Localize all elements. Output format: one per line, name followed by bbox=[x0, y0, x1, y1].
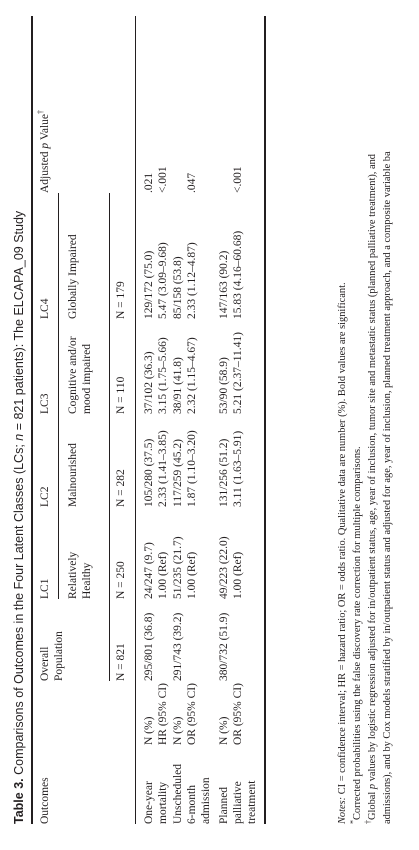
lc4-name: Globally Impaired bbox=[67, 234, 79, 319]
lc-spanner-rule bbox=[58, 193, 59, 599]
cell-lc2: 105/280 (37.5) bbox=[143, 438, 155, 507]
cell-overall: 291/743 (39.2) bbox=[172, 612, 184, 681]
cell-overall: 380/732 (51.9) bbox=[218, 612, 230, 681]
cell-lc4: 2.33 (1.12–4.87) bbox=[186, 242, 198, 319]
table-number: Table 3. bbox=[12, 778, 26, 824]
cell-p: <.001 bbox=[157, 166, 169, 193]
row-measure: OR (95% CI) bbox=[232, 683, 244, 745]
n-overall: N = 821 bbox=[115, 643, 127, 681]
header-adjusted-p-dagger: † bbox=[36, 109, 46, 114]
lc1-name: Relatively Healthy bbox=[67, 551, 93, 599]
caption-title-pre: Comparisons of Outcomes in the Four Latent Classes (LCs; bbox=[12, 440, 26, 779]
row-measure: OR (95% CI) bbox=[186, 683, 198, 745]
caption-title-post: = 821 patients): The ELCAPA_09 Study bbox=[12, 210, 26, 434]
cell-lc3: 38/91 (41.8) bbox=[172, 357, 184, 414]
cell-lc2: 3.11 (1.63–5.91) bbox=[232, 430, 244, 507]
header-lc4: LC4 bbox=[39, 298, 51, 319]
top-rule bbox=[31, 16, 33, 824]
cell-lc4: 5.47 (3.09–9.68) bbox=[157, 242, 169, 319]
header-lc3: LC3 bbox=[39, 393, 51, 414]
cell-lc4: 129/172 (75.0) bbox=[143, 250, 155, 319]
cell-lc2: 131/256 (51.2) bbox=[218, 438, 230, 507]
lc2-name: Malnourished bbox=[67, 443, 79, 507]
row-measure: HR (95% CI) bbox=[157, 683, 169, 745]
row-measure: N (%) bbox=[218, 716, 230, 745]
cell-lc3: 5.21 (2.37–11.41) bbox=[232, 332, 244, 414]
n-lc2: N = 282 bbox=[115, 469, 127, 507]
cell-lc2: 2.33 (1.41–3.85) bbox=[157, 430, 169, 507]
cell-p: <.001 bbox=[232, 166, 244, 193]
bottom-rule bbox=[264, 16, 266, 824]
row-measure: N (%) bbox=[143, 716, 155, 745]
cell-p: .021 bbox=[143, 172, 155, 193]
cell-lc3: 53/90 (58.9) bbox=[218, 357, 230, 414]
n-lc4: N = 179 bbox=[115, 281, 127, 319]
cell-overall: 295/801 (36.8) bbox=[143, 612, 155, 681]
cell-lc4: 15.83 (4.16–60.68) bbox=[232, 230, 244, 319]
cell-lc2: 117/259 (45.2) bbox=[172, 439, 184, 507]
n-lc1: N = 250 bbox=[115, 561, 127, 599]
cell-lc1: 24/247 (9.7) bbox=[143, 542, 155, 599]
row-outcome: Planned palliative treatment bbox=[218, 780, 258, 824]
cell-lc1: 51/235 (21.7) bbox=[172, 536, 184, 599]
notes-line3-pre: Global bbox=[367, 789, 378, 820]
header-outcomes: Outcomes bbox=[39, 777, 51, 824]
header-bottom-rule bbox=[135, 16, 136, 824]
n-lc3: N = 110 bbox=[115, 376, 127, 414]
table-caption bbox=[12, 211, 26, 824]
header-adjusted-p bbox=[38, 110, 52, 193]
cell-lc1: 1.00 (Ref) bbox=[186, 551, 198, 599]
cell-p: .047 bbox=[186, 172, 198, 193]
header-adjusted-p-italic: p bbox=[39, 142, 51, 149]
notes-line1: CI = confidence interval; HR = hazard ratio; OR = odds ratio. Qualitative data are number (%). Bold values are significant. bbox=[337, 282, 348, 797]
notes-line3-p: p bbox=[367, 783, 378, 790]
note-abbreviations bbox=[336, 282, 349, 824]
row-measure: N (%) bbox=[172, 716, 184, 745]
note-dagger: † bbox=[363, 820, 373, 824]
header-overall: Overall Population bbox=[39, 631, 65, 681]
note-asterisk: * bbox=[348, 820, 358, 824]
cell-lc3: 3.15 (1.75–5.66) bbox=[157, 337, 169, 414]
row-outcome: One-year mortality bbox=[143, 781, 169, 824]
notes-line3-post: values by logistic regression adjusted for in/outpatient status, age, year of inclusion, tumor site and metastatic status (planned palliative treatment), and bbox=[367, 153, 378, 784]
header-lc1: LC1 bbox=[39, 578, 51, 599]
cell-lc1: 1.00 (Ref) bbox=[232, 551, 244, 599]
caption-n: n bbox=[12, 433, 26, 441]
header-lc2: LC2 bbox=[39, 486, 51, 507]
n-rule bbox=[109, 193, 110, 681]
cell-lc3: 37/102 (36.3) bbox=[143, 351, 155, 414]
header-adjusted-p-pre: Adjusted bbox=[39, 148, 51, 193]
cell-lc3: 2.32 (1.15–4.67) bbox=[186, 337, 198, 414]
cell-lc2: 1.87 (1.10–3.20) bbox=[186, 430, 198, 507]
notes-line2: Corrected probabilities using the false discovery rate correction for multiple comparisons. bbox=[352, 446, 363, 820]
cell-lc1: 49/223 (22.0) bbox=[218, 536, 230, 599]
notes-label: Notes: bbox=[337, 796, 348, 824]
header-adjusted-p-post: Value bbox=[39, 113, 51, 143]
cell-lc4: 85/158 (53.8) bbox=[172, 256, 184, 319]
lc3-name: Cognitive and/or mood impaired bbox=[67, 336, 93, 414]
cell-lc4: 147/163 (90.2) bbox=[218, 250, 230, 319]
note-cox-models: admissions), and by Cox models stratified by in/outpatient status and adjusted for age, year of inclusion, planned treatment approach, and a composite variable ba bbox=[382, 151, 393, 824]
note-corrected bbox=[348, 446, 364, 824]
note-global-p bbox=[363, 153, 379, 824]
cell-lc1: 1.00 (Ref) bbox=[157, 551, 169, 599]
row-outcome: Unscheduled 6-month admission bbox=[172, 763, 212, 824]
